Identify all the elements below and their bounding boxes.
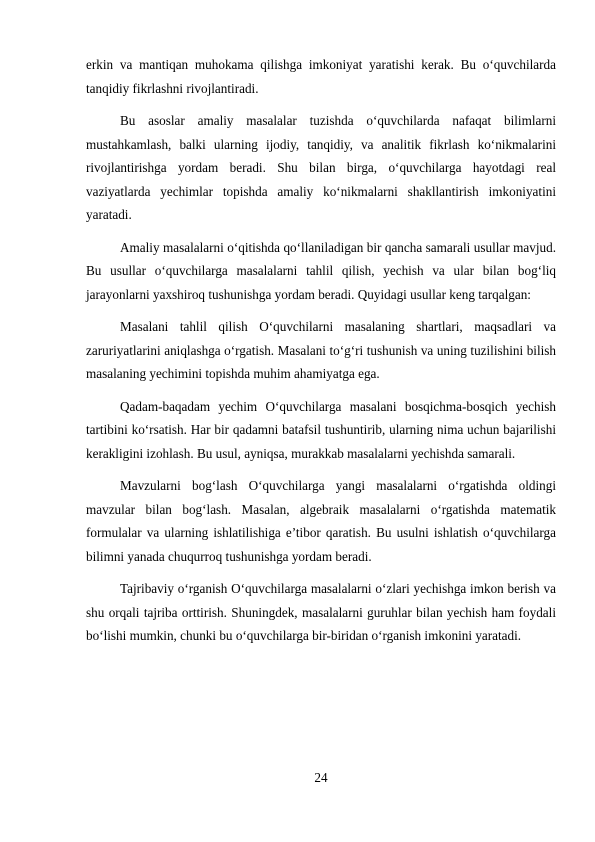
- paragraph-continuation: erkin va mantiqan muhokama qilishga imkoniyat yaratishi kerak. Bu o‘quvchilarda tanqidiy fikrlashni rivojlantiradi.: [86, 57, 556, 96]
- paragraph: Tajribaviy o‘rganish O‘quvchilarga masalalarni o‘zlari yechishga imkon berish va shu orqali tajriba orttirish. Shuningdek, masalalarni guruhlar bilan yechish ham foydali bo‘lishi mumkin, chunki bu o‘quvchilarga bir-biridan o‘rganish imkonini yaratadi.: [86, 581, 556, 643]
- page-number: 24: [314, 770, 328, 785]
- body-text: [86, 53, 556, 657]
- paragraph: Masalani tahlil qilish O‘quvchilarni masalaning shartlari, maqsadlari va zaruriyatlarini aniqlashga o‘rgatish. Masalani to‘g‘ri tushunish va uning tuzilishini bilish masalaning yechimini topishda muhim ahamiyatga ega.: [86, 319, 556, 381]
- paragraph: Mavzularni bog‘lash O‘quvchilarga yangi masalalarni o‘rgatishda oldingi mavzular bilan bog‘lash. Masalan, algebraik masalalarni o‘rgatishda matematik formulalar va ularning ishlatilishiga e’tibor qaratish. Bu usulni ishlatish o‘quvchilarga bilimni yanada chuqurroq tushunishga yordam beradi.: [86, 478, 556, 564]
- paragraph: Bu asoslar amaliy masalalar tuzishda o‘quvchilarda nafaqat bilimlarni mustahkamlash, balki ularning ijodiy, tanqidiy, va analitik fikrlash ko‘nikmalarini rivojlantirishga yordam beradi. Shu bilan birga, o‘quvchilarga hayotdagi real vaziyatlarda yechimlar topishda amaliy ko‘nikmalarni shakllantirish imkoniyatini yaratadi.: [86, 113, 556, 222]
- paragraph: Qadam-baqadam yechim O‘quvchilarga masalani bosqichma-bosqich yechish tartibini ko‘rsatish. Har bir qadamni batafsil tushuntirib, ularning nima uchun bajarilishi kerakligini izohlash. Bu usul, ayniqsa, murakkab masalalarni yechishda samarali.: [86, 398, 556, 461]
- paragraph: Amaliy masalalarni o‘qitishda qo‘llaniladigan bir qancha samarali usullar mavjud. Bu usullar o‘quvchilarga masalalarni tahlil qilish, yechish va ular bilan bog‘liq jarayonlarni yaxshiroq tushunishga yordam beradi. Quyidagi usullar keng tarqalgan:: [86, 239, 556, 302]
